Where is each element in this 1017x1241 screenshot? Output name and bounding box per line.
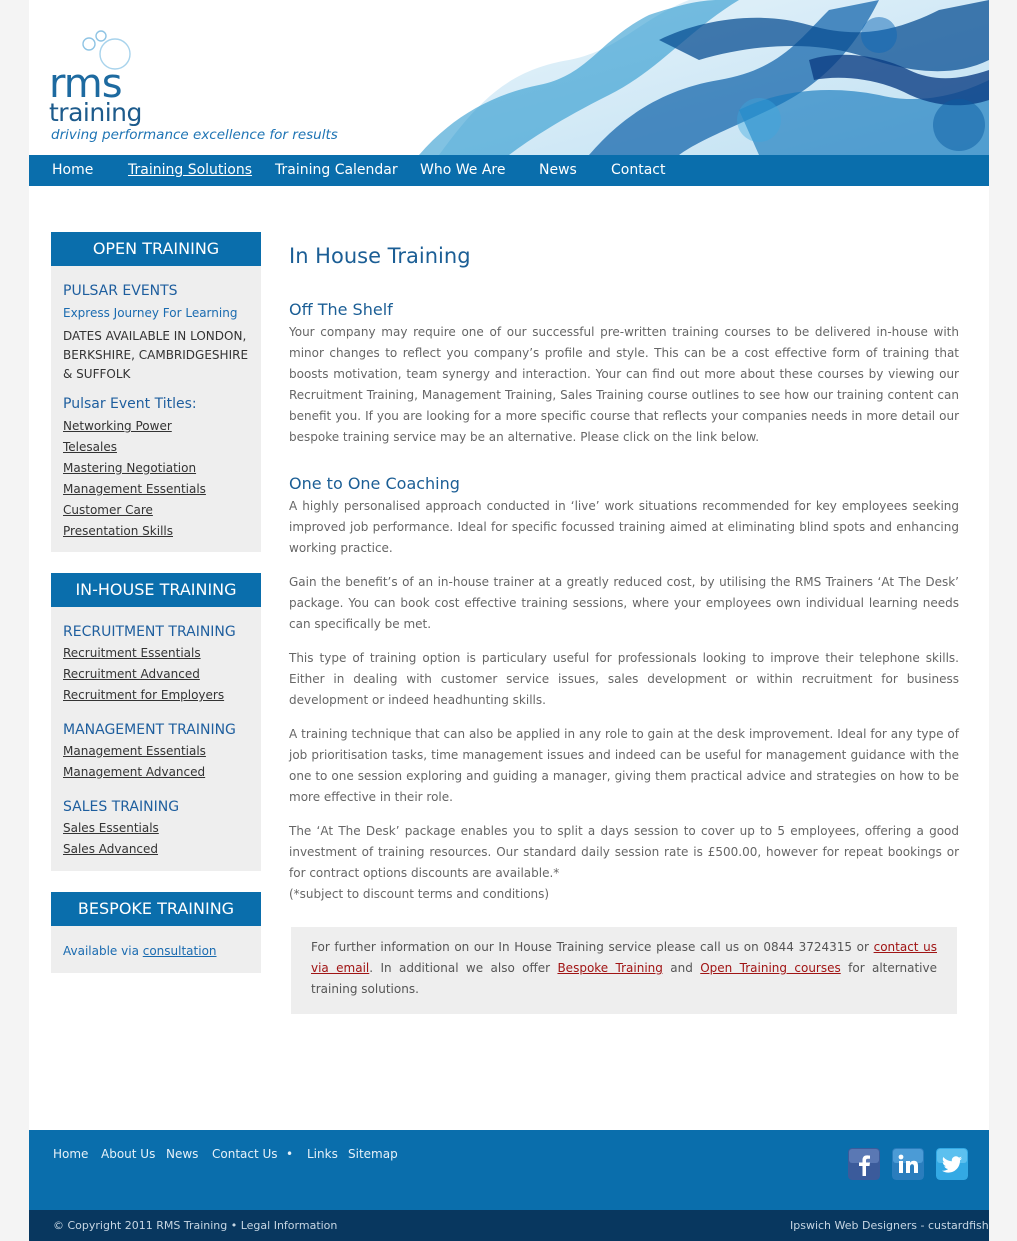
ink-banner-image <box>359 0 989 155</box>
bespoke-training-heading: BESPOKE TRAINING <box>51 892 261 926</box>
footer-bullet: • <box>286 1147 294 1161</box>
contact-email-link[interactable]: contact us via email <box>311 940 937 975</box>
logo-rms-text: rms <box>49 61 122 107</box>
off-the-shelf-text: Your company may require one of our successful pre-written training courses to be delivered in-house with minor changes to reflect you company’s profile and style. This can be a cost effective form of training that boosts motivation, team synergy and interaction. Your can find out more about these courses by viewing our Recruitment Training, Management Training, Sales Training course outlines to see how our training content can benefit you. If you are looking for a more specific course that reflects your companies needs in more detail our bespoke training service may be an alternative. Please click on the link below. <box>289 325 959 444</box>
link-management-advanced[interactable]: Management Advanced <box>63 765 206 779</box>
open-training-heading: OPEN TRAINING <box>51 232 261 266</box>
link-telesales[interactable]: Telesales <box>63 440 117 454</box>
coaching-paragraph-5: The ‘At The Desk’ package enables you to split a days session to cover up to 5 employees, offering a good investment of training resources. Our standard daily session rate is £500.00, however for repeat bookings or for contract options discounts are available.* <box>289 824 959 880</box>
link-customer-care[interactable]: Customer Care <box>63 503 153 517</box>
discount-footnote: (*subject to discount terms and conditions) <box>289 887 550 901</box>
open-training-courses-link[interactable]: Open Training courses <box>700 961 841 975</box>
nav-training-solutions[interactable]: Training Solutions <box>128 162 253 178</box>
bespoke-availability <box>63 944 217 958</box>
footer-link-about-us[interactable]: About Us <box>101 1147 156 1161</box>
pulsar-titles-heading: Pulsar Event Titles: <box>63 396 197 412</box>
footer-link-news[interactable]: News <box>166 1147 199 1161</box>
link-recruitment-for-employers[interactable]: Recruitment for Employers <box>63 688 225 702</box>
footer-link-contact-us[interactable]: Contact Us <box>212 1147 278 1161</box>
twitter-icon[interactable] <box>936 1148 968 1180</box>
one-to-one-heading: One to One Coaching <box>289 474 460 493</box>
nav-training-calendar[interactable]: Training Calendar <box>275 162 398 178</box>
recruitment-training-heading: RECRUITMENT TRAINING <box>63 624 236 640</box>
link-management-essentials-open[interactable]: Management Essentials <box>63 482 206 496</box>
link-recruitment-essentials[interactable]: Recruitment Essentials <box>63 646 201 660</box>
further-info-box <box>291 927 957 1014</box>
management-training-heading: MANAGEMENT TRAINING <box>63 722 236 738</box>
logo-training-text: training <box>49 98 142 127</box>
page-title: In House Training <box>289 244 471 268</box>
footer <box>29 1130 989 1210</box>
footer-link-home[interactable]: Home <box>53 1147 89 1161</box>
link-presentation-skills[interactable]: Presentation Skills <box>63 524 173 538</box>
nav-contact[interactable]: Contact <box>611 162 666 178</box>
info-text-3: and <box>662 961 701 975</box>
page <box>29 0 989 1241</box>
off-the-shelf-heading: Off The Shelf <box>289 300 393 319</box>
open-training-box <box>51 232 261 552</box>
sales-training-heading: SALES TRAINING <box>63 799 180 815</box>
pulsar-events-heading: PULSAR EVENTS <box>63 283 178 299</box>
coaching-paragraph-1: A highly personalised approach conducted in ‘live’ work situations recommended for key employees seeking improved job performance. Ideal for specific focussed training aimed at eliminating blind spots and enhancing working practice. <box>289 499 959 555</box>
bespoke-prefix: Available via <box>63 944 143 958</box>
inhouse-training-box <box>51 573 261 871</box>
designer-credit[interactable]: Ipswich Web Designers - custardfish <box>790 1219 989 1232</box>
link-management-essentials[interactable]: Management Essentials <box>63 744 206 758</box>
bespoke-training-box <box>51 892 261 973</box>
logo[interactable] <box>49 28 339 148</box>
info-text-2: . In additional we also offer <box>369 961 558 975</box>
coaching-paragraph-3: This type of training option is particulary useful for professionals looking to improve their telephone skills. Either in dealing with customer service issues, sales development or within recruitment for business development or indeed headhunting skills. <box>289 651 959 707</box>
facebook-icon[interactable] <box>848 1148 880 1180</box>
pulsar-subtitle: Express Journey For Learning <box>63 306 238 320</box>
link-networking-power[interactable]: Networking Power <box>63 419 172 433</box>
nav-news[interactable]: News <box>539 162 577 178</box>
linkedin-icon[interactable] <box>892 1148 924 1180</box>
nav-home[interactable]: Home <box>52 162 94 178</box>
bespoke-training-link[interactable]: Bespoke Training <box>557 961 663 975</box>
tagline: driving performance excellence for results <box>51 127 338 143</box>
link-mastering-negotiation[interactable]: Mastering Negotiation <box>63 461 197 475</box>
main-nav <box>29 155 989 186</box>
link-recruitment-advanced[interactable]: Recruitment Advanced <box>63 667 200 681</box>
dates-available-text: DATES AVAILABLE IN LONDON, BERKSHIRE, CAMBRIDGESHIRE & SUFFOLK <box>63 329 249 381</box>
nav-who-we-are[interactable]: Who We Are <box>420 162 506 178</box>
coaching-paragraph-4: A training technique that can also be applied in any role to gain at the desk improvement. Ideal for any type of job prioritisation tasks, time management issues and indeed can be useful for management guidance with the one to one session exploring and guiding a manager, giving them practical advice and strategies on how to be more effective in their role. <box>289 727 959 804</box>
footer-link-links[interactable]: Links <box>307 1147 338 1161</box>
info-text-4: for alternative training solutions. <box>311 961 937 996</box>
link-sales-advanced[interactable]: Sales Advanced <box>63 842 159 856</box>
info-text-1: For further information on our In House Training service please call us on 0844 3724315 or <box>311 940 874 954</box>
header <box>29 0 989 155</box>
bottom-bar <box>29 1210 989 1241</box>
copyright-text: © Copyright 2011 RMS Training • Legal Information <box>53 1219 338 1232</box>
consultation-link[interactable]: consultation <box>142 944 217 958</box>
footer-link-sitemap[interactable]: Sitemap <box>348 1147 398 1161</box>
inhouse-training-heading: IN-HOUSE TRAINING <box>51 573 261 607</box>
link-sales-essentials[interactable]: Sales Essentials <box>63 821 159 835</box>
coaching-paragraph-2: Gain the benefit’s of an in-house trainer at a greatly reduced cost, by utilising the RMS Trainers ‘At The Desk’ package. You can book cost effective training sessions, where your employees own individual learning needs can specifically be met. <box>289 575 959 631</box>
